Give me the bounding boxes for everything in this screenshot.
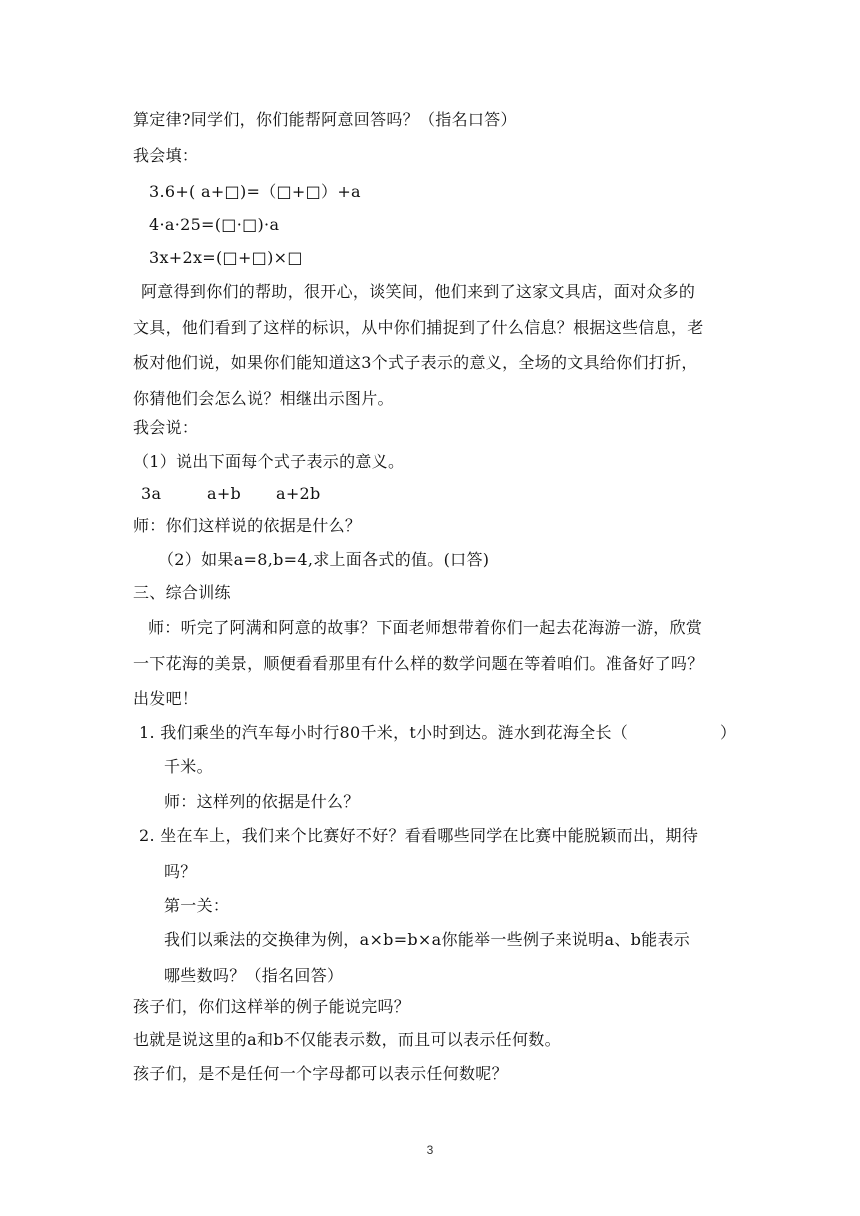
text-line: 哪些数吗？（指名回答） bbox=[164, 966, 344, 985]
text-line: 第一关： bbox=[164, 896, 230, 915]
text-line: 阿意得到你们的帮助，很开心，谈笑间，他们来到了这家文具店，面对众多的 bbox=[141, 282, 696, 301]
text-line: 师：听完了阿满和阿意的故事？下面老师想带着你们一起去花海游一游，欣赏 bbox=[148, 618, 703, 637]
text-line: （2）如果a=8,b=4,求上面各式的值。(口答) bbox=[158, 550, 490, 569]
page-number: 3 bbox=[426, 1143, 434, 1157]
equation-line: 3.6+( a+□)=（□+□）+a bbox=[149, 182, 361, 201]
text-line: 你猜他们会怎么说？相继出示图片。 bbox=[133, 389, 394, 408]
text-line: 板对他们说，如果你们能知道这3个式子表示的意义，全场的文具给你们打折， bbox=[133, 353, 698, 372]
text-line: 孩子们，是不是任何一个字母都可以表示任何数呢？ bbox=[133, 1064, 508, 1083]
text-line: 出发吧！ bbox=[133, 689, 199, 708]
text-line: 师：你们这样说的依据是什么？ bbox=[133, 516, 362, 535]
section-heading: 三、综合训练 bbox=[133, 583, 231, 602]
text-line: 师：这样列的依据是什么？ bbox=[164, 792, 360, 811]
text-line: （1）说出下面每个式子表示的意义。 bbox=[133, 452, 405, 471]
equation-line: 3x+2x=(□+□)×□ bbox=[149, 248, 303, 267]
text-line: 我们以乘法的交换律为例，a×b=b×a你能举一些例子来说明a、b能表示 bbox=[164, 930, 691, 949]
text-line: 吗？ bbox=[164, 862, 197, 881]
text-line: 孩子们，你们这样举的例子能说完吗？ bbox=[133, 997, 411, 1016]
list-item: 2. 坐在车上，我们来个比赛好不好？看看哪些同学在比赛中能脱颖而出，期待 bbox=[139, 826, 699, 845]
text-line: 一下花海的美景，顺便看看那里有什么样的数学问题在等着咱们。准备好了吗？ bbox=[133, 654, 704, 673]
expression-item: a+b bbox=[207, 484, 242, 503]
text-line: 文具，他们看到了这样的标识，从中你们捕捉到了什么信息？根据这些信息，老 bbox=[133, 318, 704, 337]
bracket-close: ） bbox=[720, 723, 737, 742]
text-line: 我会填： bbox=[133, 146, 199, 165]
text-line: 算定律?同学们，你们能帮阿意回答吗？（指名口答） bbox=[133, 110, 517, 129]
text-line: 千米。 bbox=[164, 757, 213, 776]
expression-item: 3a bbox=[141, 484, 162, 503]
text-line: 也就是说这里的a和b不仅能表示数，而且可以表示任何数。 bbox=[133, 1030, 561, 1049]
equation-line: 4·a·25=(□·□)·a bbox=[149, 215, 280, 234]
text-line: 我会说： bbox=[133, 418, 199, 437]
list-item: 1. 我们乘坐的汽车每小时行80千米，t小时到达。涟水到花海全长（ bbox=[139, 723, 629, 742]
expression-item: a+2b bbox=[276, 484, 321, 503]
